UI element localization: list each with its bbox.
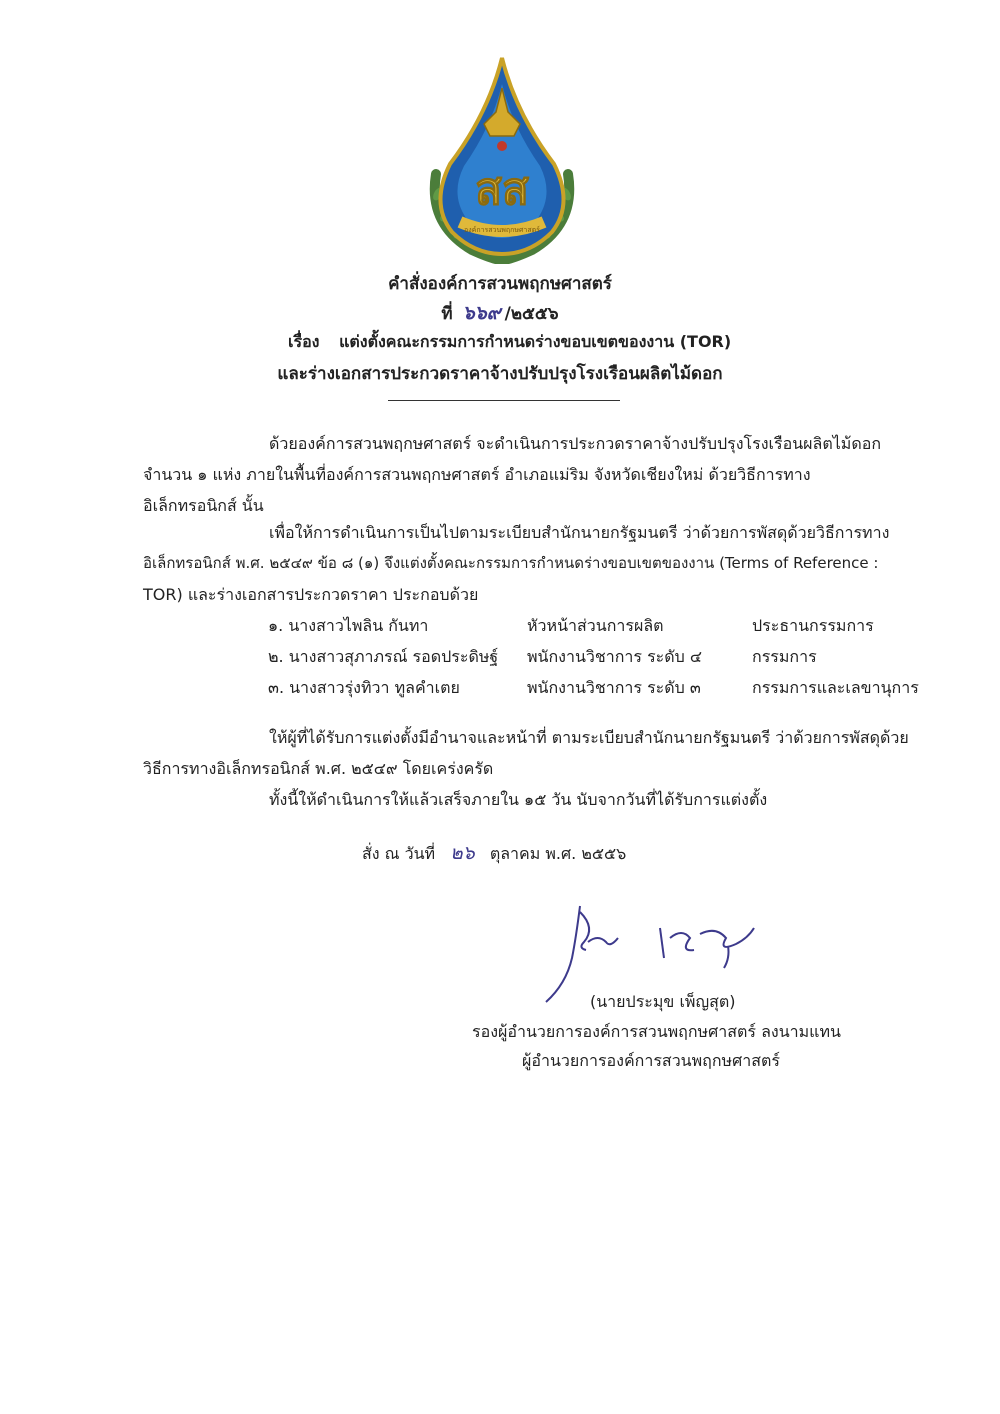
paragraph-2-line1: เพื่อให้การดำเนินการเป็นไปตามระเบียบสำนักนายกรัฐมนตรี ว่าด้วยการพัสดุด้วยวิธีการทาง bbox=[269, 523, 890, 542]
committee-member-1-position: หัวหน้าส่วนการผลิต bbox=[527, 616, 664, 635]
paragraph-1-line3: อิเล็กทรอนิกส์ นั้น bbox=[143, 496, 264, 515]
order-number-prefix: ที่ bbox=[441, 304, 453, 324]
committee-member-2-role: กรรมการ bbox=[752, 647, 817, 666]
heading-divider bbox=[388, 400, 620, 401]
paragraph-2-line3: TOR) และร่างเอกสารประกวดราคา ประกอบด้วย bbox=[143, 585, 479, 604]
committee-member-1-role: ประธานกรรมการ bbox=[752, 616, 874, 635]
order-issuer: คำสั่งองค์การสวนพฤกษศาสตร์ bbox=[388, 274, 612, 294]
paragraph-1-line2: จำนวน ๑ แห่ง ภายในพื้นที่องค์การสวนพฤกษศาสตร์ อำเภอแม่ริม จังหวัดเชียงใหม่ ด้วยวิธีการทาง bbox=[143, 465, 811, 484]
order-subject-line1 bbox=[288, 330, 731, 355]
paragraph-2 bbox=[143, 517, 925, 610]
committee-member-2-position: พนักงานวิชาการ ระดับ ๔ bbox=[527, 647, 703, 666]
order-date bbox=[362, 838, 626, 868]
subject-label: เรื่อง bbox=[288, 332, 320, 351]
committee-member-3-role: กรรมการและเลขานุการ bbox=[752, 678, 919, 697]
paragraph-3-line2: วิธีการทางอิเล็กทรอนิกส์ พ.ศ. ๒๕๔๙ โดยเคร่งครัด bbox=[143, 759, 494, 778]
svg-text:สส: สส bbox=[475, 164, 529, 215]
organization-emblem-icon bbox=[424, 54, 580, 264]
order-number bbox=[0, 298, 1000, 328]
paragraph-2-line2: อิเล็กทรอนิกส์ พ.ศ. ๒๕๔๙ ข้อ ๘ (๑) จึงแต่งตั้งคณะกรรมการกำหนดร่างขอบเขตของงาน (Terms of Reference : bbox=[143, 554, 879, 572]
svg-text:องค์การสวนพฤกษศาสตร์: องค์การสวนพฤกษศาสตร์ bbox=[464, 226, 540, 234]
paragraph-3-line1: ให้ผู้ที่ได้รับการแต่งตั้งมีอำนาจและหน้าที่ ตามระเบียบสำนักนายกรัฐมนตรี ว่าด้วยการพัสดุด้วย bbox=[269, 728, 909, 747]
signer-name: (นายประมุข เพ็ญสุต) bbox=[590, 992, 736, 1011]
committee-member-1-name: ๑. นางสาวไพลิน กันทา bbox=[268, 616, 429, 635]
order-subject-line2: และร่างเอกสารประกวดราคาจ้างปรับปรุงโรงเรือนผลิตไม้ดอก bbox=[277, 364, 723, 384]
signer-title-line2: ผู้อำนวยการองค์การสวนพฤกษศาสตร์ bbox=[522, 1051, 780, 1070]
paragraph-4: ทั้งนี้ให้ดำเนินการให้แล้วเสร็จภายใน ๑๕ วัน นับจากวันที่ได้รับการแต่งตั้ง bbox=[269, 790, 768, 809]
order-number-suffix: /๒๕๕๖ bbox=[504, 304, 559, 324]
committee-member-2-name: ๒. นางสาวสุภาภรณ์ รอดประดิษฐ์ bbox=[268, 647, 499, 666]
paragraph-1-line1: ด้วยองค์การสวนพฤกษศาสตร์ จะดำเนินการประกวดราคาจ้างปรับปรุงโรงเรือนผลิตไม้ดอก bbox=[269, 434, 881, 453]
paragraph-1 bbox=[143, 428, 925, 521]
date-prefix: สั่ง ณ วันที่ bbox=[362, 844, 436, 863]
committee-member-3-name: ๓. นางสาวรุ่งทิวา ทูลคำเตย bbox=[268, 678, 460, 697]
date-suffix: ตุลาคม พ.ศ. ๒๕๕๖ bbox=[489, 844, 627, 863]
paragraph-3 bbox=[143, 722, 925, 815]
committee-member-3-position: พนักงานวิชาการ ระดับ ๓ bbox=[527, 678, 701, 697]
date-day-handwritten: ๒๖ bbox=[450, 842, 475, 864]
order-number-handwritten: ๖๖๙ bbox=[462, 302, 501, 324]
subject-text-1: แต่งตั้งคณะกรรมการกำหนดร่างขอบเขตของงาน (TOR) bbox=[339, 332, 732, 351]
signer-title-line1: รองผู้อำนวยการองค์การสวนพฤกษศาสตร์ ลงนามแทน bbox=[472, 1022, 841, 1041]
